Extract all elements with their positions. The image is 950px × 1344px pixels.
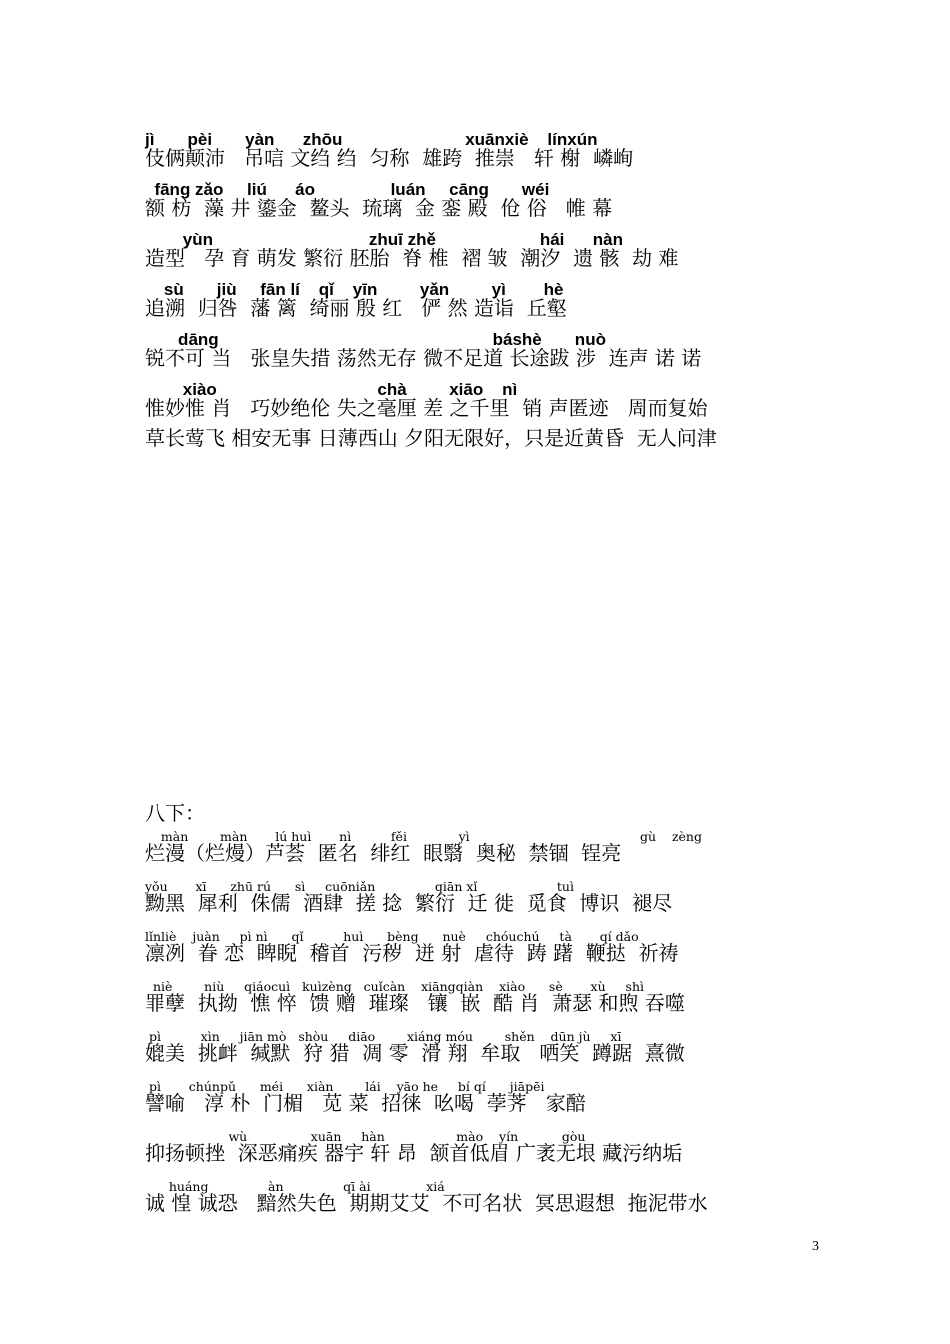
pinyin-line: jì pèi yàn zhōu xuānxiè línxún <box>145 130 598 149</box>
hanzi-line: 媲美 挑衅 缄默 狩 猎 凋 零 滑 翔 牟取 哂笑 蹲踞 熹微 <box>145 1041 685 1065</box>
hanzi-line: 黝黑 犀利 侏儒 酒肆 搓 捻 繁衍 迁 徙 觅食 博识 褪尽 <box>145 891 673 915</box>
pinyin-line: huáng àn qī ài xiá <box>145 1179 445 1194</box>
pinyin-line: wù xuān hàn mào yín gòu <box>145 1129 586 1144</box>
hanzi-line: 罪孽 执拗 憔 悴 馈 赠 璀璨 镶 嵌 酷 肖 萧瑟 和煦 吞噬 <box>145 991 685 1015</box>
pinyin-line: xiào chà xiāo nì <box>145 380 518 399</box>
pinyin-line: dāng báshè nuò <box>145 330 606 349</box>
pinyin-line: niè niù qiáocuì kuìzèng cuǐcàn xiāngqiàn xiào sè xù shì <box>145 979 644 994</box>
pinyin-line: màn màn lú huì nì fěi yì gù zèng <box>145 829 702 844</box>
hanzi-line: 譬喻 淳 朴 门楣 苋 菜 招徕 吆喝 荸荠 家醅 <box>145 1091 586 1115</box>
hanzi-line: 烂漫（烂熳）芦荟 匿名 绯红 眼翳 奥秘 禁锢 锃亮 <box>145 841 622 865</box>
hanzi-line: 追溯 归咎 藩 篱 绮丽 殷 红 俨 然 造诣 丘壑 <box>145 296 567 320</box>
pinyin-line: yùn zhuī zhě hái nàn <box>145 230 623 249</box>
hanzi-line: 草长莺飞 相安无事 日薄西山 夕阳无限好，只是近黄昏 无人问津 <box>145 426 717 450</box>
pinyin-line: pì xìn jiān mò shòu diāo xiáng móu shěn dūn jù xī <box>145 1029 622 1044</box>
section-heading: 八下： <box>145 801 205 825</box>
pinyin-line: sù jiù fān lí qǐ yīn yǎn yì hè <box>145 280 564 299</box>
hanzi-line: 凛冽 眷 恋 睥睨 稽首 污秽 迸 射 虐待 踌 躇 鞭挞 祈祷 <box>145 941 679 965</box>
hanzi-line: 伎俩颠沛 吊唁 文绉 绉 匀称 雄跨 推崇 轩 榭 嶙峋 <box>145 146 634 170</box>
pinyin-line: pì chúnpǔ méi xiàn lái yāo he bí qí jiāpēi <box>145 1079 545 1094</box>
pinyin-line: fāng zǎo liú áo luán cāng wéi <box>145 180 550 199</box>
hanzi-line: 抑扬顿挫 深恶痛疾 器宇 轩 昂 颔首低眉 广袤无垠 藏污纳垢 <box>145 1141 683 1165</box>
hanzi-line: 诚 惶 诚恐 黯然失色 期期艾艾 不可名状 冥思遐想 拖泥带水 <box>145 1191 708 1215</box>
hanzi-line: 额 枋 藻 井 鎏金 鳌头 琉璃 金 銮 殿 伧 俗 帷 幕 <box>145 196 613 220</box>
hanzi-line: 锐不可 当 张皇失措 荡然无存 微不足道 长途跋 涉 连声 诺 诺 <box>145 346 702 370</box>
hanzi-line: 惟妙惟 肖 巧妙绝伦 失之毫厘 差 之千里 销 声匿迹 周而复始 <box>145 396 708 420</box>
hanzi-line: 造型 孕 育 萌发 繁衍 胚胎 脊 椎 褶 皱 潮汐 遗 骸 劫 难 <box>145 246 679 270</box>
page-number: 3 <box>812 1239 819 1254</box>
pinyin-line: lǐnliè juàn pì nì qǐ huì bèng nuè chóuchú tà qí dǎo <box>145 929 639 944</box>
pinyin-line: yǒu xī zhū rú sì cuōniǎn qiān xǐ tuì <box>145 879 574 894</box>
